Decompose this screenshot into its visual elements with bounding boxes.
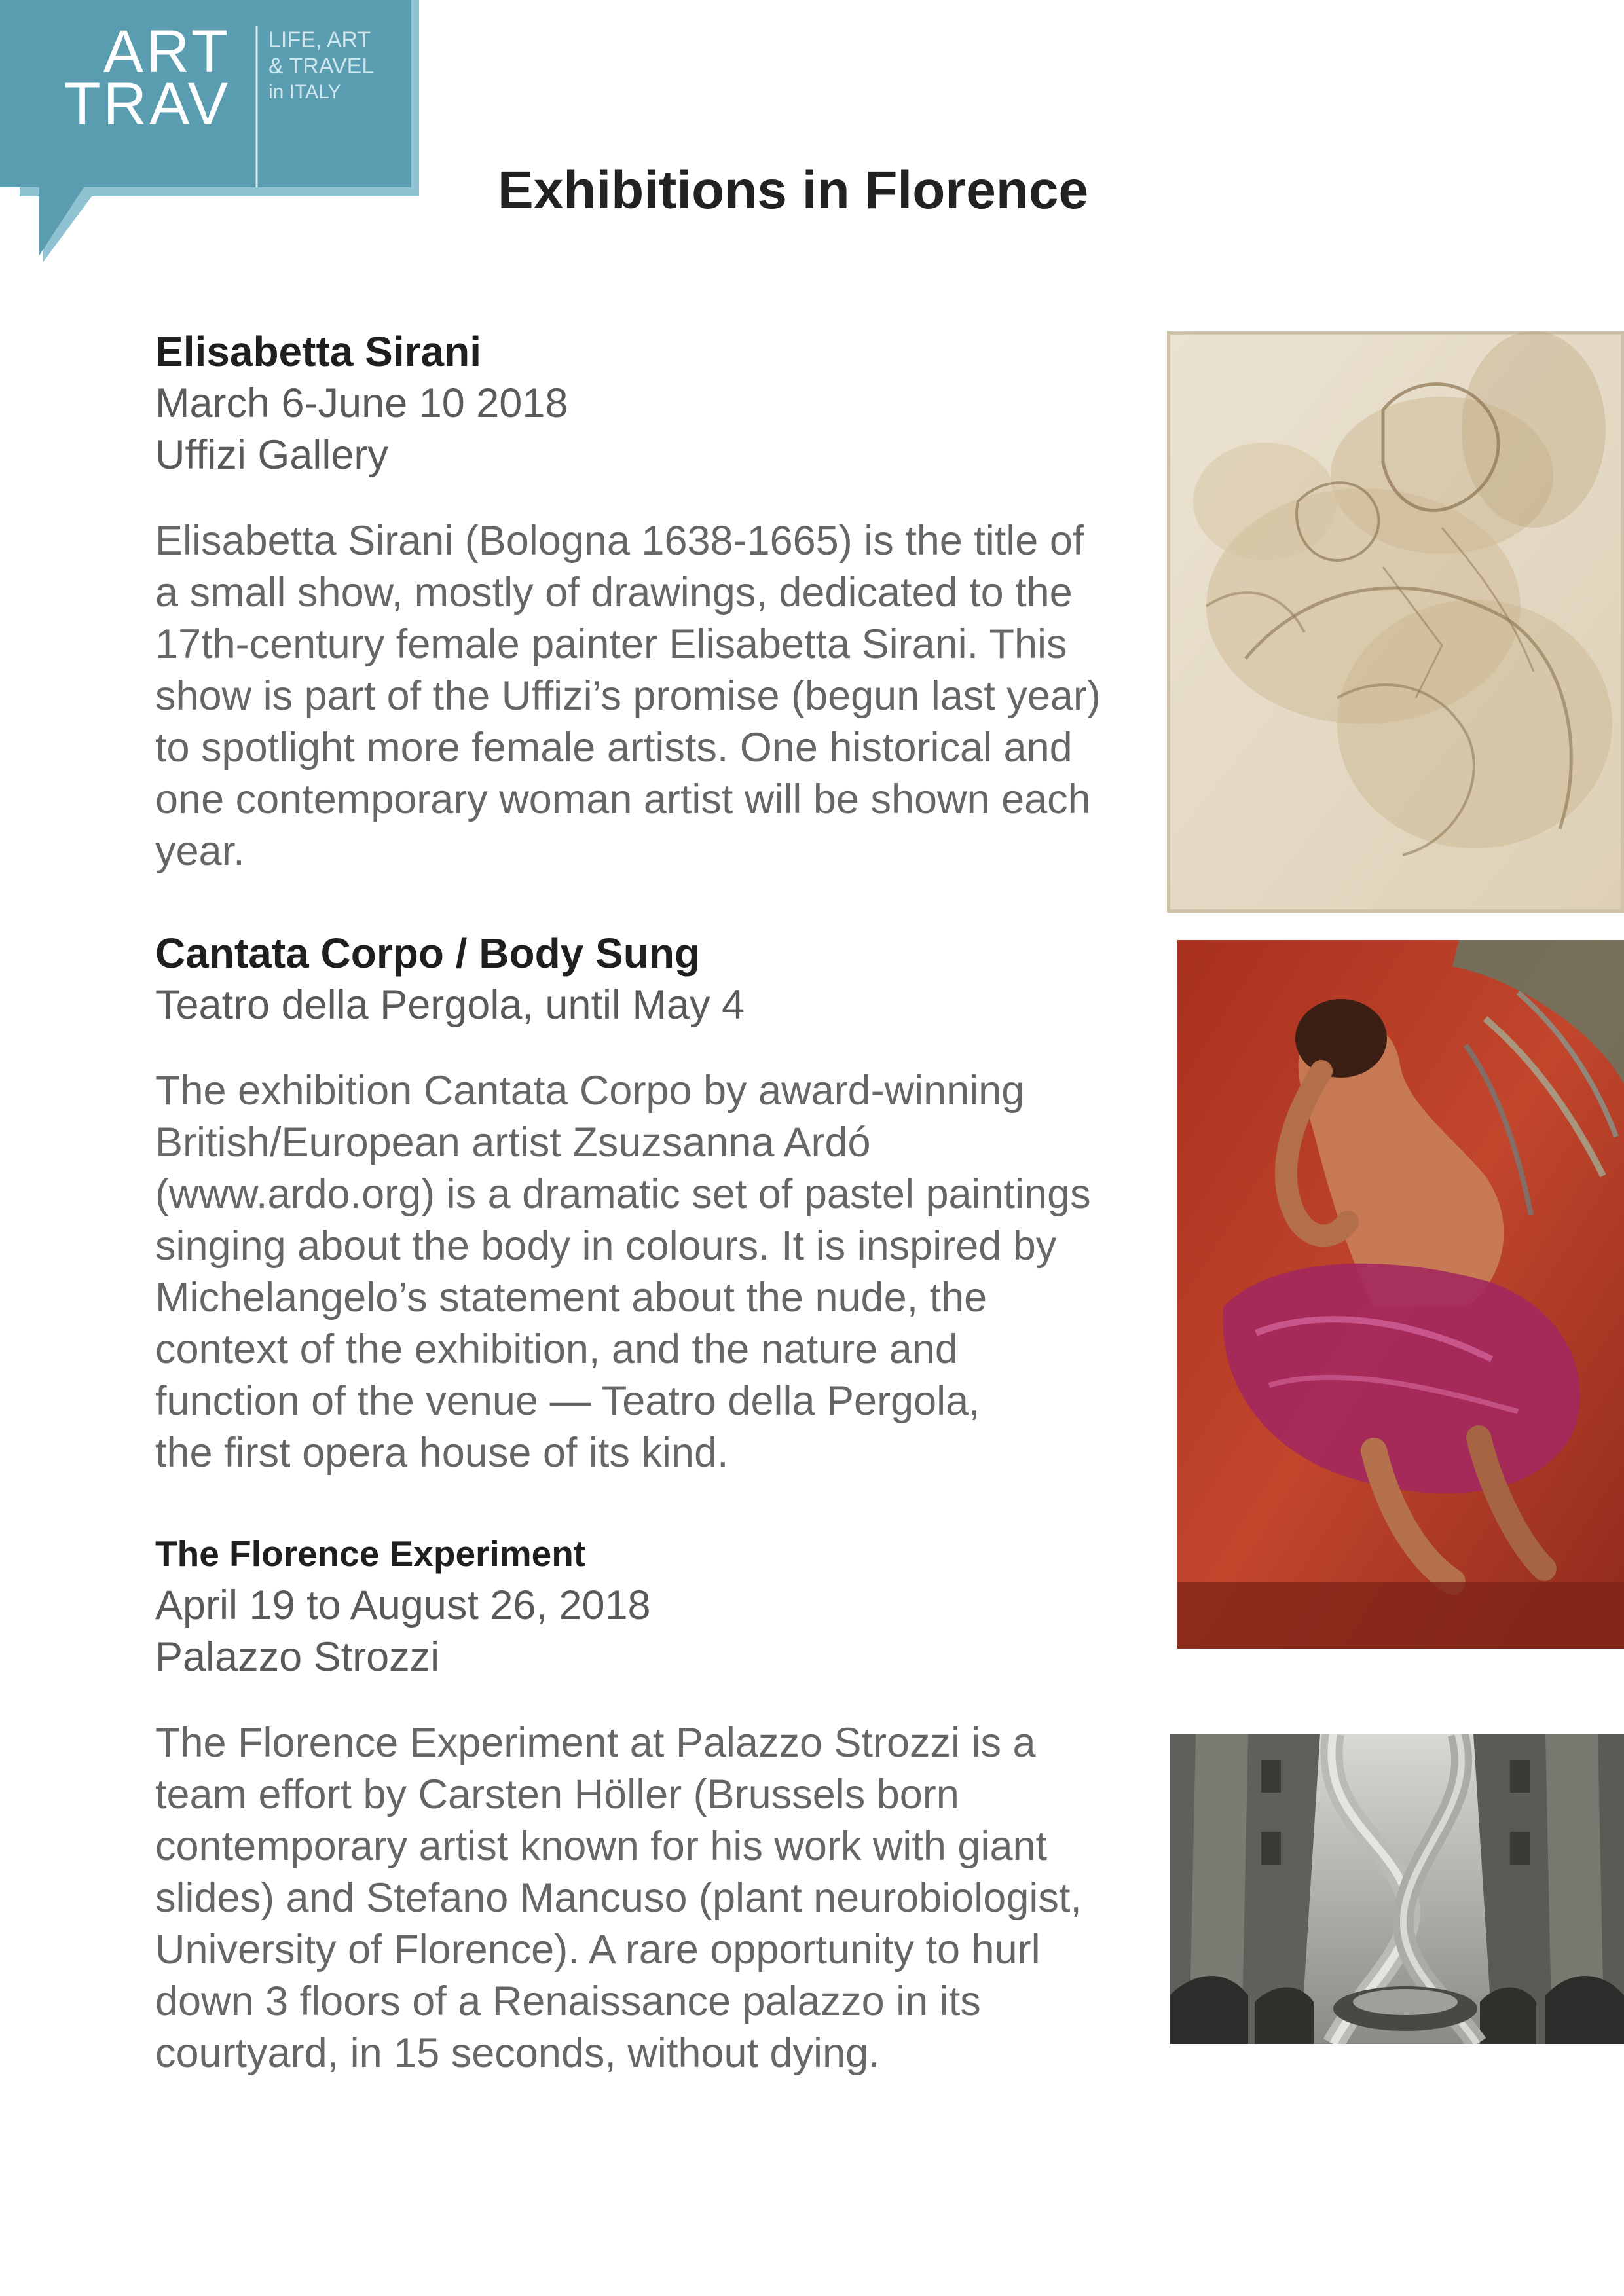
page-title: Exhibitions in Florence: [498, 160, 1089, 220]
exhibition-description: [155, 1065, 1177, 1479]
logo-word-trav: TRAV: [64, 71, 231, 137]
description-line: to spotlight more female artists. One historical and: [155, 725, 1073, 771]
logo-word-art: ART: [103, 18, 231, 85]
exhibition-dates: April 19 to August 26, 2018: [155, 1582, 651, 1628]
exhibition-title: The Florence Experiment: [155, 1533, 586, 1574]
exhibition-florence-experiment: [155, 1527, 1177, 2079]
description-line: team effort by Carsten Höller (Brussels born: [155, 1772, 959, 1817]
logo-tagline-1: LIFE, ART: [268, 27, 371, 52]
description-line: The exhibition Cantata Corpo by award-winning: [155, 1068, 1025, 1114]
exhibition-cantata-corpo: [155, 927, 1177, 1479]
florence-experiment-courtyard-image: [1170, 1734, 1624, 2044]
description-line: context of the exhibition, and the nature and: [155, 1326, 958, 1372]
description-line: one contemporary woman artist will be shown each: [155, 776, 1091, 822]
description-line: down 3 floors of a Renaissance palazzo in its: [155, 1978, 981, 2024]
sirani-drawing-image: [1167, 331, 1624, 913]
description-line: Michelangelo’s statement about the nude, the: [155, 1275, 987, 1321]
cantata-corpo-painting-image: [1177, 940, 1624, 1649]
description-line: University of Florence). A rare opportunity to hurl: [155, 1927, 1041, 1973]
description-line: The Florence Experiment at Palazzo Strozzi is a: [155, 1720, 1036, 1766]
exhibition-venue: Palazzo Strozzi: [155, 1634, 440, 1680]
description-line: show is part of the Uffizi’s promise (begun last year): [155, 673, 1101, 719]
description-line: slides) and Stefano Mancuso (plant neurobiologist,: [155, 1875, 1082, 1921]
description-line: singing about the body in colours. It is inspired by: [155, 1223, 1057, 1269]
exhibition-description: [155, 515, 1177, 877]
description-line: function of the venue — Teatro della Pergola,: [155, 1378, 980, 1424]
exhibition-title: Cantata Corpo / Body Sung: [155, 930, 700, 977]
description-line: courtyard, in 15 seconds, without dying.: [155, 2030, 880, 2076]
exhibition-dates: March 6-June 10 2018: [155, 380, 568, 426]
exhibition-venue: Teatro della Pergola, until May 4: [155, 982, 745, 1028]
exhibition-title: Elisabetta Sirani: [155, 328, 481, 375]
description-line: a small show, mostly of drawings, dedicated to the: [155, 570, 1073, 615]
arttrav-logo[interactable]: [0, 0, 419, 262]
logo-tagline-2: & TRAVEL: [268, 54, 375, 79]
description-line: year.: [155, 828, 245, 874]
description-line: 17th-century female painter Elisabetta Sirani. This: [155, 621, 1067, 667]
exhibition-description: [155, 1717, 1177, 2079]
description-line: British/European artist Zsuzsanna Ardó: [155, 1120, 871, 1165]
description-line: the first opera house of its kind.: [155, 1430, 729, 1476]
description-line: contemporary artist known for his work with giant: [155, 1823, 1048, 1869]
exhibition-venue: Uffizi Gallery: [155, 432, 388, 478]
logo-tagline-3: in ITALY: [268, 81, 341, 103]
description-line: Elisabetta Sirani (Bologna 1638-1665) is the title of: [155, 518, 1084, 564]
description-line: (www.ardo.org) is a dramatic set of pastel paintings: [155, 1171, 1091, 1217]
exhibition-sirani: [155, 325, 1177, 877]
